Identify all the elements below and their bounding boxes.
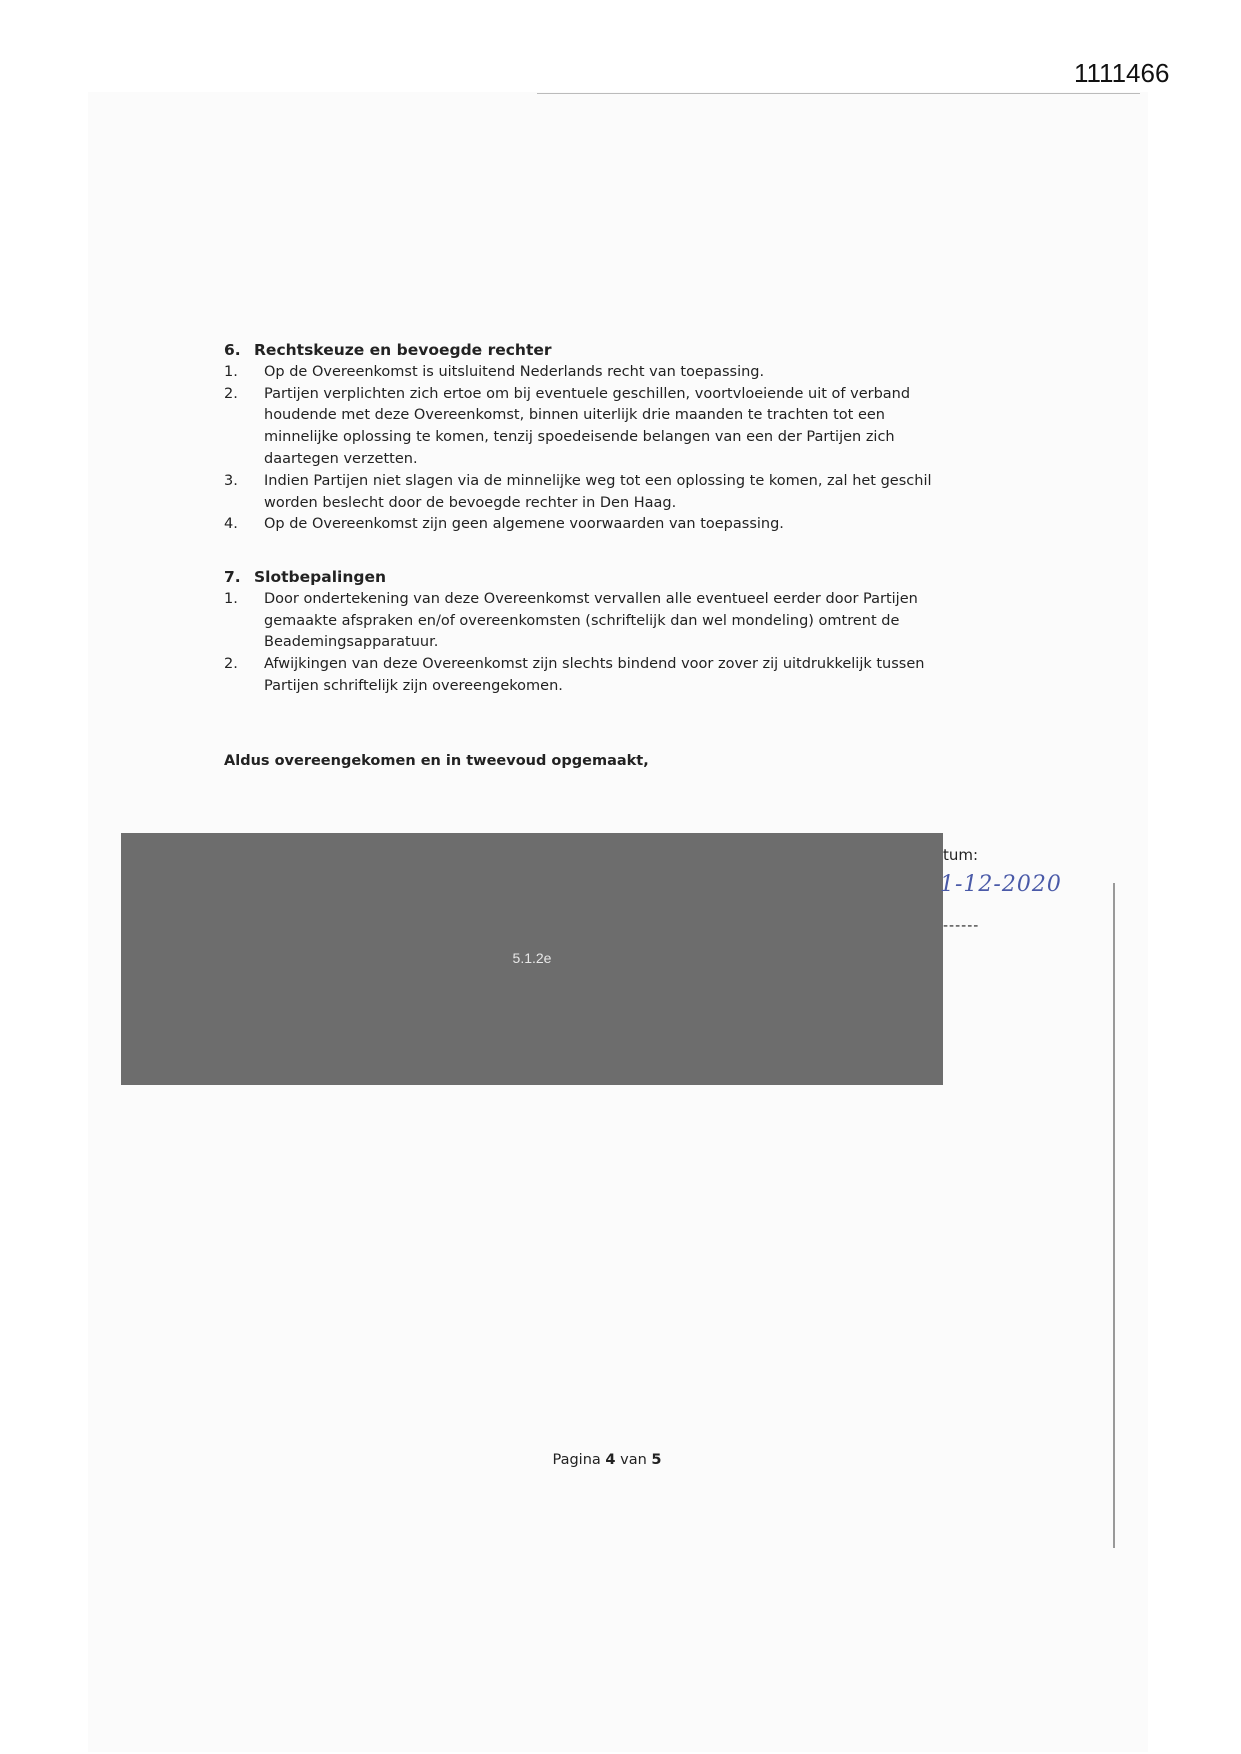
item-number: 4. <box>224 516 238 533</box>
item-line: Op de Overeenkomst zijn geen algemene voorwaarden van toepassing. <box>264 516 784 533</box>
item-number: 3. <box>224 472 238 489</box>
item-line: minnelijke oplossing te komen, tenzij spoedeisende belangen van een der Partijen zich <box>264 429 895 446</box>
section-title: Rechtskeuze en bevoegde rechter <box>254 341 552 359</box>
item-line: Beademingsapparatuur. <box>264 634 439 651</box>
header-rule <box>537 93 1140 94</box>
item-text <box>264 589 1004 654</box>
section-heading <box>224 340 1004 362</box>
section-title: Slotbepalingen <box>254 568 386 586</box>
item-number: 1. <box>224 590 238 607</box>
footer-prefix: Pagina <box>552 1452 601 1468</box>
item-text <box>264 654 1004 698</box>
item-text <box>264 471 1004 515</box>
section-heading <box>224 567 1004 589</box>
item-line: Partijen schriftelijk zijn overeengekomen. <box>264 677 563 694</box>
redaction-box <box>121 833 943 1085</box>
list-item <box>224 589 1004 654</box>
list-item <box>224 514 1004 536</box>
section-number: 6. <box>224 341 241 359</box>
scan-edge-line <box>1113 883 1115 1548</box>
item-text <box>264 384 1004 471</box>
section-slotbepalingen <box>224 567 1004 698</box>
item-line: Afwijkingen van deze Overeenkomst zijn slechts bindend voor zover zij uitdrukkelijk tussen <box>264 656 925 673</box>
item-number: 2. <box>224 656 238 673</box>
page-footer <box>0 1452 1214 1468</box>
item-line: daartegen verzetten. <box>264 450 418 467</box>
list-item <box>224 362 1004 384</box>
closing-statement: Aldus overeengekomen en in tweevoud opgemaakt, <box>224 753 649 769</box>
section-number: 7. <box>224 568 241 586</box>
redaction-label: 5.1.2e <box>512 950 552 966</box>
footer-page-total: 5 <box>651 1452 662 1468</box>
section-rechtskeuze <box>224 340 1004 536</box>
date-label: tum: <box>943 846 979 864</box>
item-line: gemaakte afspraken en/of overeenkomsten (schriftelijk dan wel mondeling) omtrent de <box>264 612 900 629</box>
signature-line: ------ <box>943 918 980 934</box>
footer-middle: van <box>620 1452 647 1468</box>
list-item <box>224 654 1004 698</box>
footer-page-number: 4 <box>605 1452 616 1468</box>
handwritten-date: 1-12-2020 <box>940 872 1062 897</box>
item-text <box>264 362 1004 384</box>
document-id: 1111466 <box>1074 58 1170 88</box>
item-number: 2. <box>224 385 238 402</box>
list-item <box>224 384 1004 471</box>
item-number: 1. <box>224 363 238 380</box>
item-line: worden beslecht door de bevoegde rechter in Den Haag. <box>264 494 677 511</box>
item-line: Op de Overeenkomst is uitsluitend Nederlands recht van toepassing. <box>264 363 765 380</box>
item-line: houdende met deze Overeenkomst, binnen uiterlijk drie maanden te trachten tot een <box>264 407 885 424</box>
item-line: Partijen verplichten zich ertoe om bij eventuele geschillen, voortvloeiende uit of verband <box>264 385 911 402</box>
list-item <box>224 471 1004 515</box>
item-line: Indien Partijen niet slagen via de minnelijke weg tot een oplossing te komen, zal het geschil <box>264 472 932 489</box>
item-line: Door ondertekening van deze Overeenkomst vervallen alle eventueel eerder door Partijen <box>264 590 918 607</box>
item-text <box>264 514 1004 536</box>
